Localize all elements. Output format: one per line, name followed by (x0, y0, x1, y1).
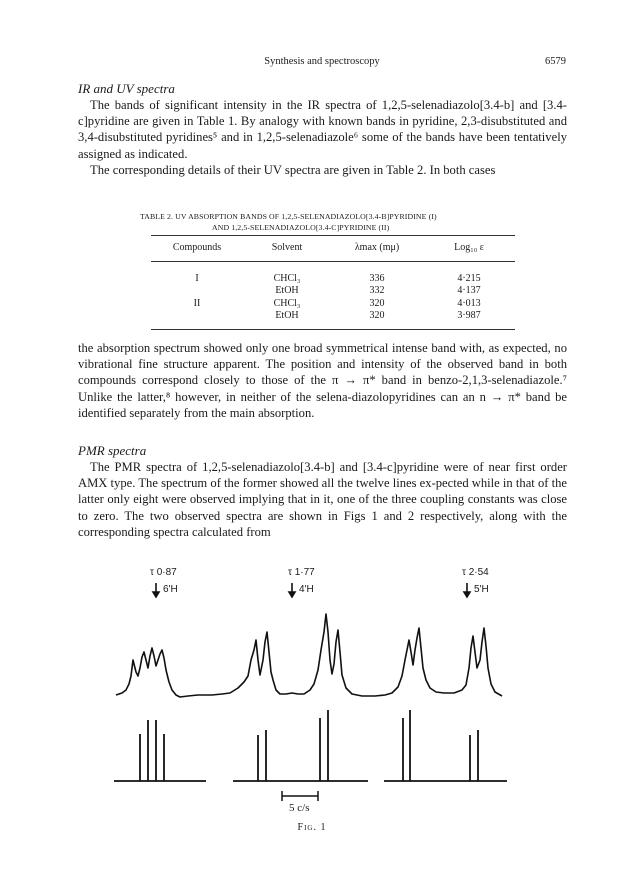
table-cell: 320 (369, 297, 385, 309)
table-cell: I (195, 272, 199, 284)
running-head-title: Synthesis and spectroscopy (264, 56, 380, 67)
table-cell: 4·215 (457, 272, 481, 284)
paragraph-uv-discussion: the absorption spectrum showed only one broad symmetrical intense band with, as expected, no vibrational fine structure apparent. The position and intensity of the observed band in both compounds correspond closely to those of the π → π* band in benzo-2,1,3-selenadiazole.⁷ Unlike the latter,⁸ however, in neither of the selena-diazolopyridines can an n → π* band be identified separately from the main absorption. (78, 341, 567, 420)
table-cell: CHCl₃ (273, 272, 301, 284)
paragraph-uv-intro: The corresponding details of their UV spectra are given in Table 2. In both cases (90, 163, 496, 177)
peak-label-proton-3: 5'H (474, 584, 489, 595)
column-header-compounds: Compounds (172, 241, 222, 253)
column-header-log-epsilon: Log₁₀ ε (454, 241, 484, 253)
table-cell: 332 (369, 285, 385, 296)
column-header-solvent: Solvent (271, 241, 303, 253)
table-cell: 336 (369, 272, 385, 284)
table-cell: 4·137 (457, 285, 481, 296)
scale-bar-label: 5 c/s (289, 802, 310, 814)
peak-label-proton-1: 6'H (163, 584, 178, 595)
table-cell: EtOH (275, 310, 299, 321)
calculated-spectrum (114, 710, 507, 781)
peak-arrow-icon (464, 583, 470, 597)
peak-label-tau-1: τ 0·87 (150, 567, 177, 578)
peak-label-proton-2: 4'H (299, 584, 314, 595)
section-heading-ir-uv: IR and UV spectra (78, 81, 175, 96)
peak-label-tau-2: τ 1·77 (288, 567, 315, 578)
paragraph-pmr: The PMR spectra of 1,2,5-selenadiazolo[3.4-b] and [3.4-c]pyridine were of near first order AMX type. The spectrum of the former showed all the twelve lines ex-pected while in that of the latter only eight were observed implying that in it, one of the three coupling constants was close to zero. The two observed spectra are shown in Figs 1 and 2 respectively, along with the corresponding spectra calculated from (78, 460, 567, 539)
observed-spectrum-trace (116, 614, 502, 697)
page-number: 6579 (545, 56, 566, 67)
peak-arrow-icon (153, 583, 159, 597)
table-cell: 4·013 (457, 297, 481, 309)
column-header-lambda-max: λmax (mμ) (354, 241, 400, 253)
peak-arrow-icon (289, 583, 295, 597)
table-cell: EtOH (275, 285, 299, 296)
scale-bar (282, 791, 318, 801)
section-heading-pmr: PMR spectra (78, 443, 147, 458)
table-cell: II (193, 297, 201, 309)
table-cell: CHCl₃ (273, 297, 301, 309)
peak-label-tau-3: τ 2·54 (462, 567, 489, 578)
paragraph-ir: The bands of significant intensity in the IR spectra of 1,2,5-selenadiazolo[3.4-b] and [3.4-c]pyridine are given in Table 1. By analogy with known bands in pyridine, 2,3-disubstituted and 3,4-disubstituted pyridines⁵ and in 1,2,5-selenadiazole⁶ some of the bands have been tentatively assigned as indicated. (78, 98, 567, 161)
table-caption-line2: AND 1,2,5-SELENADIAZOLO[3.4-C]PYRIDINE (II) (212, 223, 390, 232)
table-caption-line1: TABLE 2. UV ABSORPTION BANDS OF 1,2,5-SELENADIAZOLO[3.4-B]PYRIDINE (I) (140, 212, 437, 221)
figure-caption (0, 822, 624, 833)
figure-caption-text: Fig. 1 (297, 822, 327, 833)
table-cell: 320 (369, 310, 385, 321)
table-cell: 3·987 (457, 310, 481, 321)
